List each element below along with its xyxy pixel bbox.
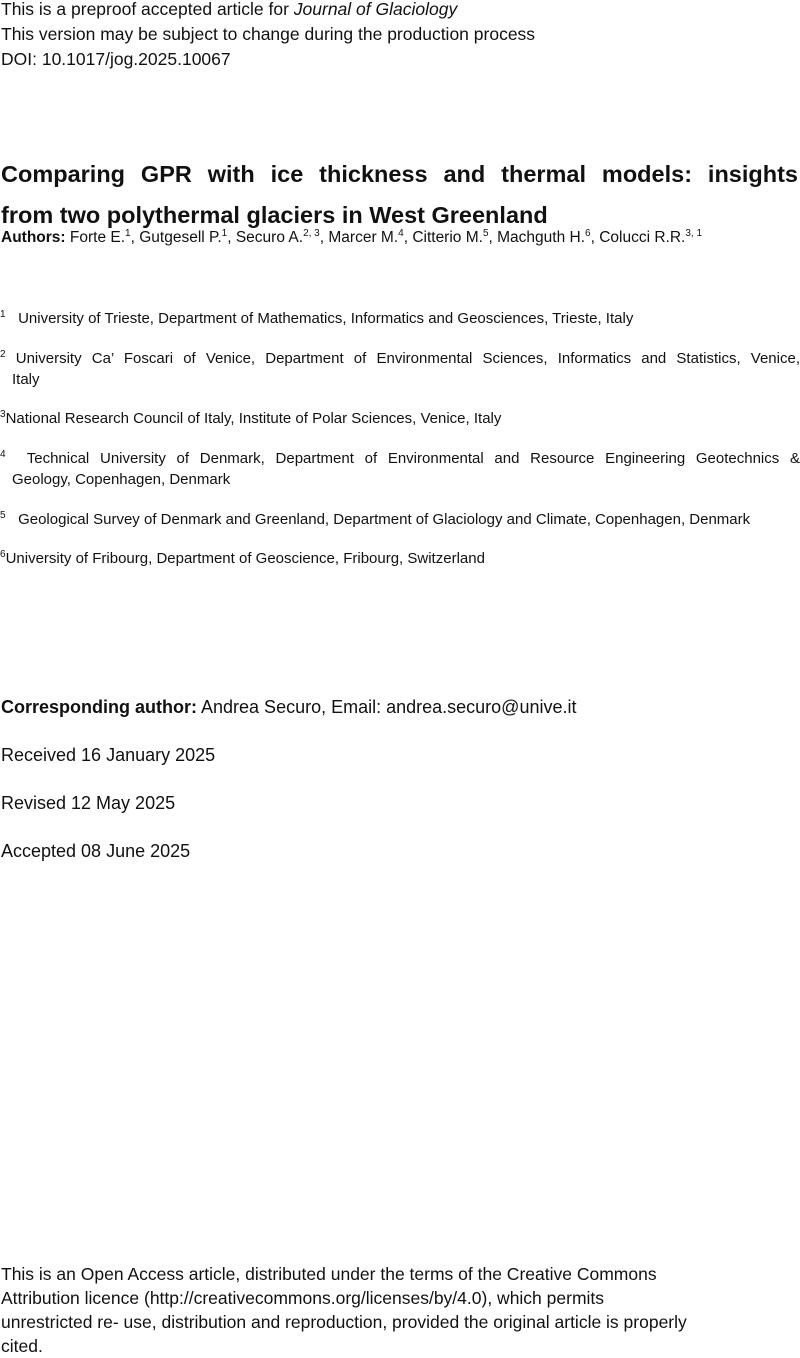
corresponding-author-label: Corresponding author:: [1, 697, 197, 717]
author-1: Forte E.$^1$: [69, 227, 131, 246]
corresponding-author-value: Andrea Securo, Email: andrea.securo@unive.it: [201, 697, 577, 717]
license-line-4: cited.: [1, 1336, 43, 1356]
affiliation-text: University Ca’ Foscari of Venice, Department of Environmental Sciences, Informatics and Statistics, Venice,: [15, 350, 800, 367]
author-4: Marcer M.$^4$: [328, 227, 404, 246]
preproof-notice-text: This is a preproof accepted article for: [1, 0, 294, 19]
accepted-date: Accepted 08 June 2025: [1, 841, 191, 861]
affiliation-line-1: [0, 348, 800, 369]
preproof-notice: [1, 0, 457, 21]
affiliation-number: 2: [0, 349, 6, 360]
affiliation-line-1: [0, 448, 800, 469]
affiliation-line-2: Italy: [12, 371, 40, 388]
affiliation-4: [0, 448, 800, 490]
affiliation-text: Geological Survey of Denmark and Greenland, Department of Glaciology and Climate, Copenhagen, Denmark: [18, 511, 751, 528]
title-line-2: from two polythermal glaciers in West Greenland: [1, 202, 548, 228]
doi-line[interactable]: DOI: 10.1017/jog.2025.10067: [1, 49, 231, 69]
author-6: Machguth H.$^6$: [497, 227, 591, 246]
affiliation-number: 5: [0, 510, 6, 521]
title-line-1: Comparing GPR with ice thickness and thermal models: insights: [1, 161, 798, 187]
author-7: Colucci R.R.$^{3, 1}$: [599, 227, 703, 246]
authors-label: Authors:: [1, 229, 66, 246]
affiliation-number: 6: [0, 549, 6, 560]
license-line-3: unrestricted re- use, distribution and reproduction, provided the original article is properly: [1, 1312, 687, 1332]
revised-date: Revised 12 May 2025: [1, 793, 176, 813]
affiliation-text: University of Fribourg, Department of Geoscience, Fribourg, Switzerland: [5, 550, 485, 567]
affiliation-6: [0, 548, 800, 569]
affiliation-line-2: Geology, Copenhagen, Denmark: [12, 471, 231, 488]
license-notice: [1, 1262, 791, 1358]
author-3: Securo A.$^{2, 3}$: [235, 227, 320, 246]
affiliation-text: Technical University of Denmark, Department of Environmental and Resource Engineering Geotechnics &: [26, 450, 800, 467]
article-title: [1, 154, 798, 236]
production-notice: This version may be subject to change during the production process: [1, 24, 536, 44]
affiliation-text: National Research Council of Italy, Institute of Polar Sciences, Venice, Italy: [5, 410, 502, 427]
affiliation-number: 3: [0, 409, 6, 420]
affiliation-1: [0, 308, 800, 329]
affiliation-number: 1: [0, 309, 6, 320]
affiliation-text: University of Trieste, Department of Mathematics, Informatics and Geosciences, Trieste, Italy: [18, 310, 634, 327]
author-list: Authors: Forte E.$^1$, Gutgesell P.$^1$, Securo A.$^{2, 3}$, Marcer M.$^4$, Citterio M.$^5$, Machguth H.$^6$, Colucci R.R.$^{3, 1}$: [1, 227, 703, 246]
received-date: Received 16 January 2025: [1, 745, 216, 765]
affiliation-3: [0, 408, 800, 429]
author-2: Gutgesell P.$^1$: [139, 227, 228, 246]
journal-name: Journal of Glaciology: [293, 0, 458, 19]
affiliation-5: [0, 509, 800, 530]
license-line-1: This is an Open Access article, distributed under the terms of the Creative Commons: [1, 1264, 657, 1284]
author-5: Citterio M.$^5$: [412, 227, 489, 246]
affiliation-number: 4: [0, 449, 6, 460]
affiliation-2: [0, 348, 800, 390]
corresponding-author: [1, 695, 576, 719]
license-line-2: Attribution licence (http://creativecommons.org/licenses/by/4.0), which permits: [1, 1288, 605, 1308]
